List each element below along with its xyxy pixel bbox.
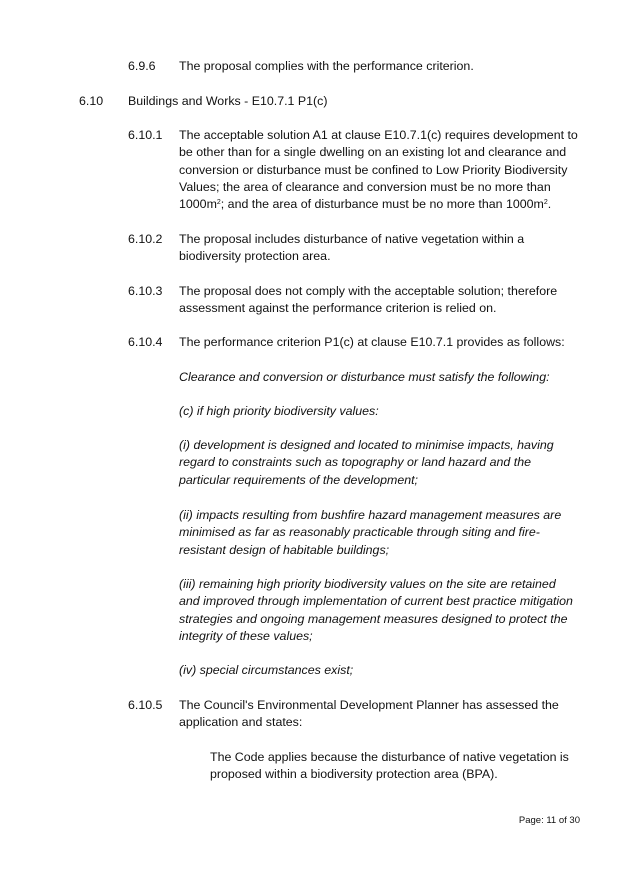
page-number: Page: 11 of 30 [518,815,580,826]
planner-quote: The Code applies because the disturbance of native vegetation is proposed within a biodiversity protection area (BPA). [210,750,569,782]
clause-number: 6.10.1 [128,128,163,142]
clause-text: The proposal includes disturbance of native vegetation within a biodiversity protection area. [179,232,525,264]
clause-number: 6.9.6 [128,59,156,73]
quote-iii: (iii) remaining high priority biodiversity values on the site are retained and improved through implementation of current best practice mitigation strategies and ongoing management measures designed to protect the integrity of these values; [179,577,573,643]
clause-number: 6.10.5 [128,698,163,712]
clause-text: The acceptable solution A1 at clause E10.7.1(c) requires development to be other than for a single dwelling on an existing lot and clearance and conversion or disturbance must be confined to Low Priority Biodiversity Values; the area of clearance and conversion must be no more than $1000m^2$; and the area of disturbance must be no more than $1000m^2$. [179,128,578,212]
quote-iv: (iv) special circumstances exist; [179,663,354,677]
clause-number: 6.10.4 [128,335,163,349]
section-number: 6.10 [79,94,104,108]
clause-text: The proposal complies with the performance criterion. [179,59,474,73]
section-title: Buildings and Works - E10.7.1 P1(c) [128,94,328,108]
clause-number: 6.10.3 [128,284,163,298]
clause-number: 6.10.2 [128,232,163,246]
quote-ii: (ii) impacts resulting from bushfire hazard management measures are minimised as far as reasonably practicable through siting and fire-resistant design of habitable buildings; [179,508,562,557]
quote-intro: Clearance and conversion or disturbance must satisfy the following: [179,370,550,384]
quote-i: (i) development is designed and located to minimise impacts, having regard to constraints such as topography or land hazard and the particular requirements of the development; [179,438,554,487]
clause-text: The performance criterion P1(c) at clause E10.7.1 provides as follows: [179,335,565,349]
clause-text: The proposal does not comply with the acceptable solution; therefore assessment against the performance criterion is relied on. [179,284,558,316]
quote-c: (c) if high priority biodiversity values: [179,404,379,418]
clause-text: The Council's Environmental Development Planner has assessed the application and states: [179,698,559,730]
